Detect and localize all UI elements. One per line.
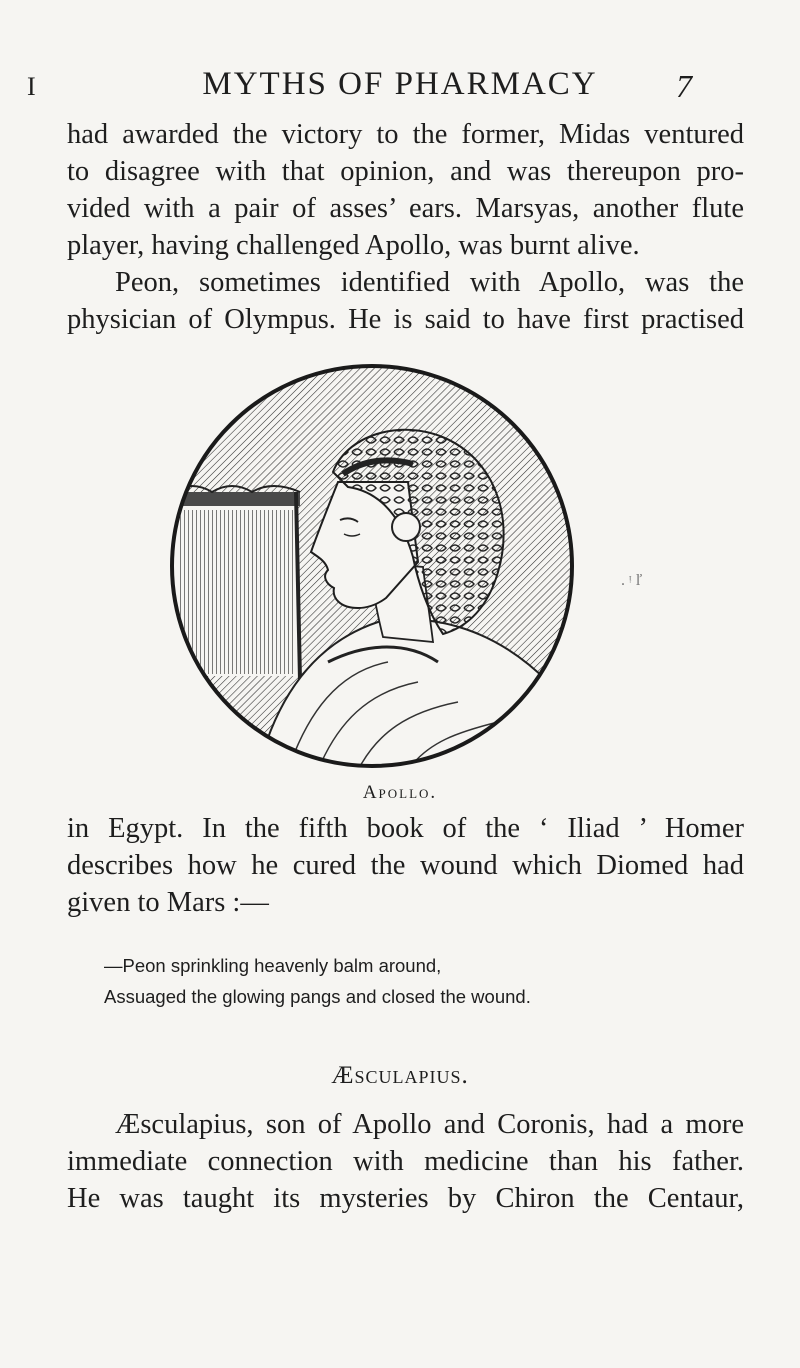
text-line: in Egypt. In the fifth book of the ‘ Iliad ’ Homer <box>67 813 744 844</box>
text-line: Peon, sometimes identified with Apollo, was the <box>115 267 744 298</box>
text-line: Æsculapius, son of Apollo and Coronis, had a more <box>115 1109 744 1140</box>
figure-caption: Apollo. <box>362 782 438 803</box>
signature-mark: I <box>27 72 36 101</box>
verse-quotation <box>104 950 531 1012</box>
apollo-medallion-engraving <box>168 362 576 770</box>
text-line: had awarded the victory to the former, Midas ventured <box>67 119 744 150</box>
section-heading: Æsculapius. <box>331 1062 469 1089</box>
page-number: 7 <box>676 68 692 104</box>
text-line: vided with a pair of asses’ ears. Marsyas, another flute <box>67 193 744 224</box>
margin-mark: . ᵎ ľ <box>621 572 643 589</box>
text-line: He was taught its mysteries by Chiron the Centaur, <box>67 1183 744 1214</box>
text-line: to disagree with that opinion, and was thereupon pro- <box>67 156 744 187</box>
paragraph-2 <box>67 810 744 921</box>
text-line: player, having challenged Apollo, was burnt alive. <box>67 230 640 261</box>
text-line: physician of Olympus. He is said to have first practised <box>67 304 744 335</box>
paragraph-3 <box>67 1106 744 1217</box>
verse-line: Assuaged the glowing pangs and closed the wound. <box>104 986 531 1007</box>
running-head <box>0 66 800 106</box>
paragraph-1 <box>67 116 744 338</box>
text-line: describes how he cured the wound which Diomed had <box>67 850 744 881</box>
verse-line: —Peon sprinkling heavenly balm around, <box>104 955 442 976</box>
text-line: given to Mars :— <box>67 887 269 918</box>
running-title: MYTHS OF PHARMACY <box>202 66 598 102</box>
text-line: immediate connection with medicine than his father. <box>67 1146 744 1177</box>
